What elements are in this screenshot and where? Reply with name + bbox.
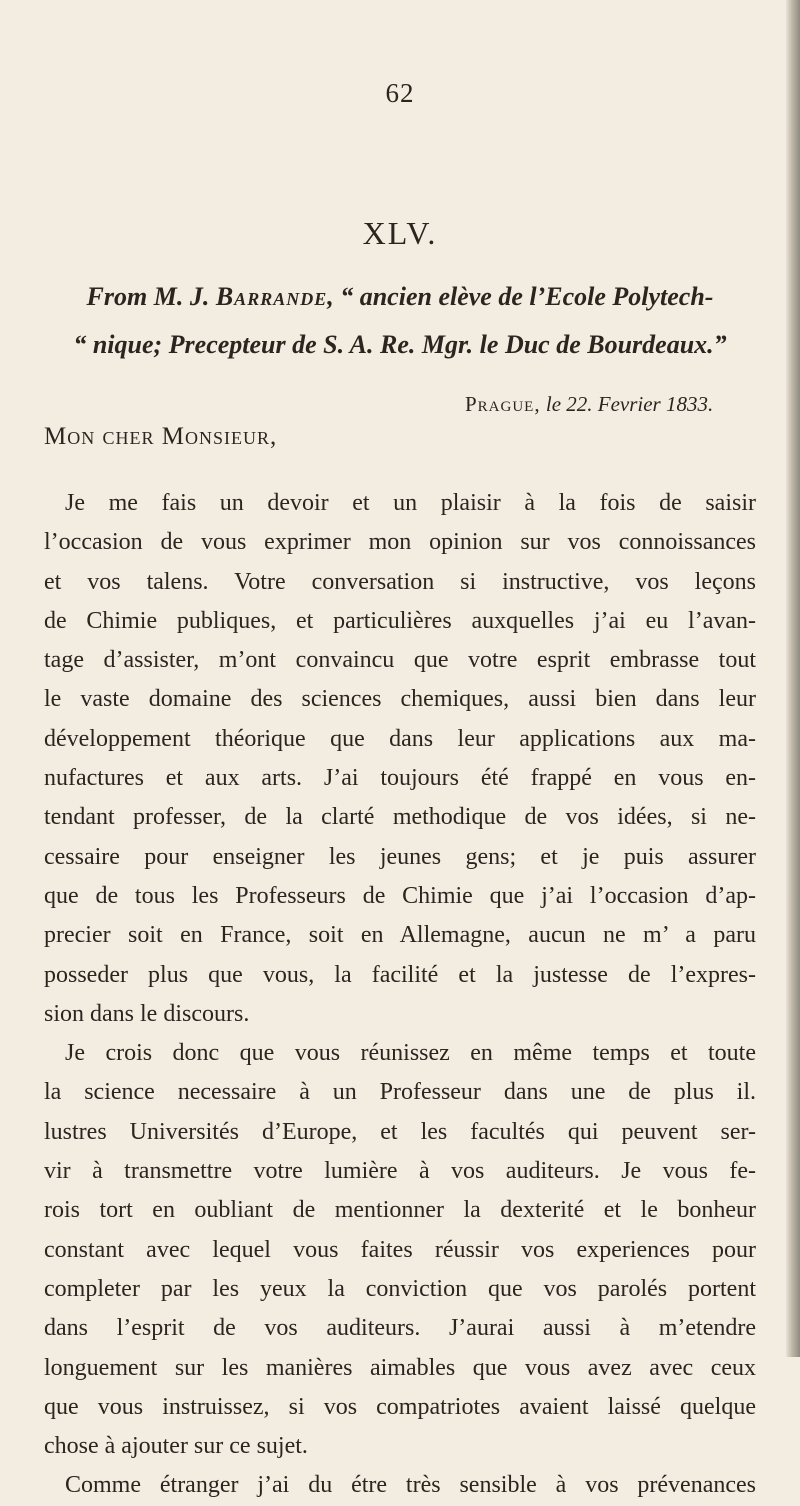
from-rest: , “ ancien elève de l’Ecole Polytech- xyxy=(327,282,714,311)
letter-heading: XLV. xyxy=(362,215,438,251)
letter-body xyxy=(44,484,756,1506)
text-line: cessaire pour enseigner les jeunes gens; et je puis assurer xyxy=(44,843,756,870)
text-line: longuement sur les manières aimables que vous avez avec ceux xyxy=(44,1354,756,1381)
text-line: completer par les yeux la conviction que vos parolés portent xyxy=(44,1275,756,1302)
text-line: rois tort en oubliant de mentionner la dexterité et le bonheur xyxy=(44,1197,756,1224)
text-line: que de tous les Professeurs de Chimie que j’ai l’occasion d’ap- xyxy=(44,882,756,909)
text-line: Je crois donc que vous réunissez en même temps et toute xyxy=(65,1040,756,1067)
text-line: Comme étranger j’ai du étre très sensible à vos prévenances xyxy=(65,1472,756,1499)
letter-source-line-2: “ nique; Precepteur de S. A. Re. Mgr. le Duc de Bourdeaux.” xyxy=(73,330,727,359)
dateline xyxy=(465,392,713,417)
text-line: nufactures et aux arts. J’ai toujours été frappé en vous en- xyxy=(44,765,756,792)
text-line: sion dans le discours. xyxy=(44,1000,250,1027)
letter-source-line xyxy=(0,282,800,312)
text-line: tendant professer, de la clarté methodique de vos idées, si ne- xyxy=(44,804,756,831)
text-line: vir à transmettre votre lumière à vos auditeurs. Je vous fe- xyxy=(44,1158,756,1185)
text-line: le vaste domaine des sciences chemiques, aussi bien dans leur xyxy=(44,686,756,713)
dateline-date: le 22. Fevrier 1833. xyxy=(540,392,714,416)
text-line: chose à ajouter sur ce sujet. xyxy=(44,1433,308,1460)
text-line: de Chimie publiques, et particulières auxquelles j’ai eu l’avan- xyxy=(44,607,756,634)
text-line: Je me fais un devoir et un plaisir à la fois de saisir xyxy=(65,490,756,516)
author-name: Barrande xyxy=(215,282,328,311)
text-line: constant avec lequel vous faites réussir vos experiences pour xyxy=(44,1236,756,1263)
text-line: et vos talens. Votre conversation si instructive, vos leçons xyxy=(44,568,756,595)
salutation: Mon cher Monsieur, xyxy=(44,423,278,450)
dateline-place: Prague, xyxy=(465,392,541,416)
text-line: posseder plus que vous, la facilité et la justesse de l’expres- xyxy=(44,961,756,988)
text-line: la science necessaire à un Professeur dans une de plus il. xyxy=(44,1079,756,1106)
text-line: que vous instruissez, si vos compatriotes avaient laissé quelque xyxy=(44,1393,756,1420)
page-edge-shadow xyxy=(786,0,800,1357)
page-number: 62 xyxy=(385,78,415,108)
text-line: développement théorique que dans leur applications aux ma- xyxy=(44,725,756,752)
from-prefix: From M. J. xyxy=(86,282,216,311)
text-line: dans l’esprit de vos auditeurs. J’aurai aussi à m’etendre xyxy=(44,1315,756,1342)
text-line: tage d’assister, m’ont convaincu que votre esprit embrasse tout xyxy=(44,647,756,674)
text-line: precier soit en France, soit en Allemagne, aucun ne m’ a paru xyxy=(44,922,756,949)
text-line: l’occasion de vous exprimer mon opinion sur vos connoissances xyxy=(44,529,756,556)
text-line: lustres Universités d’Europe, et les facultés qui peuvent ser- xyxy=(44,1118,756,1145)
